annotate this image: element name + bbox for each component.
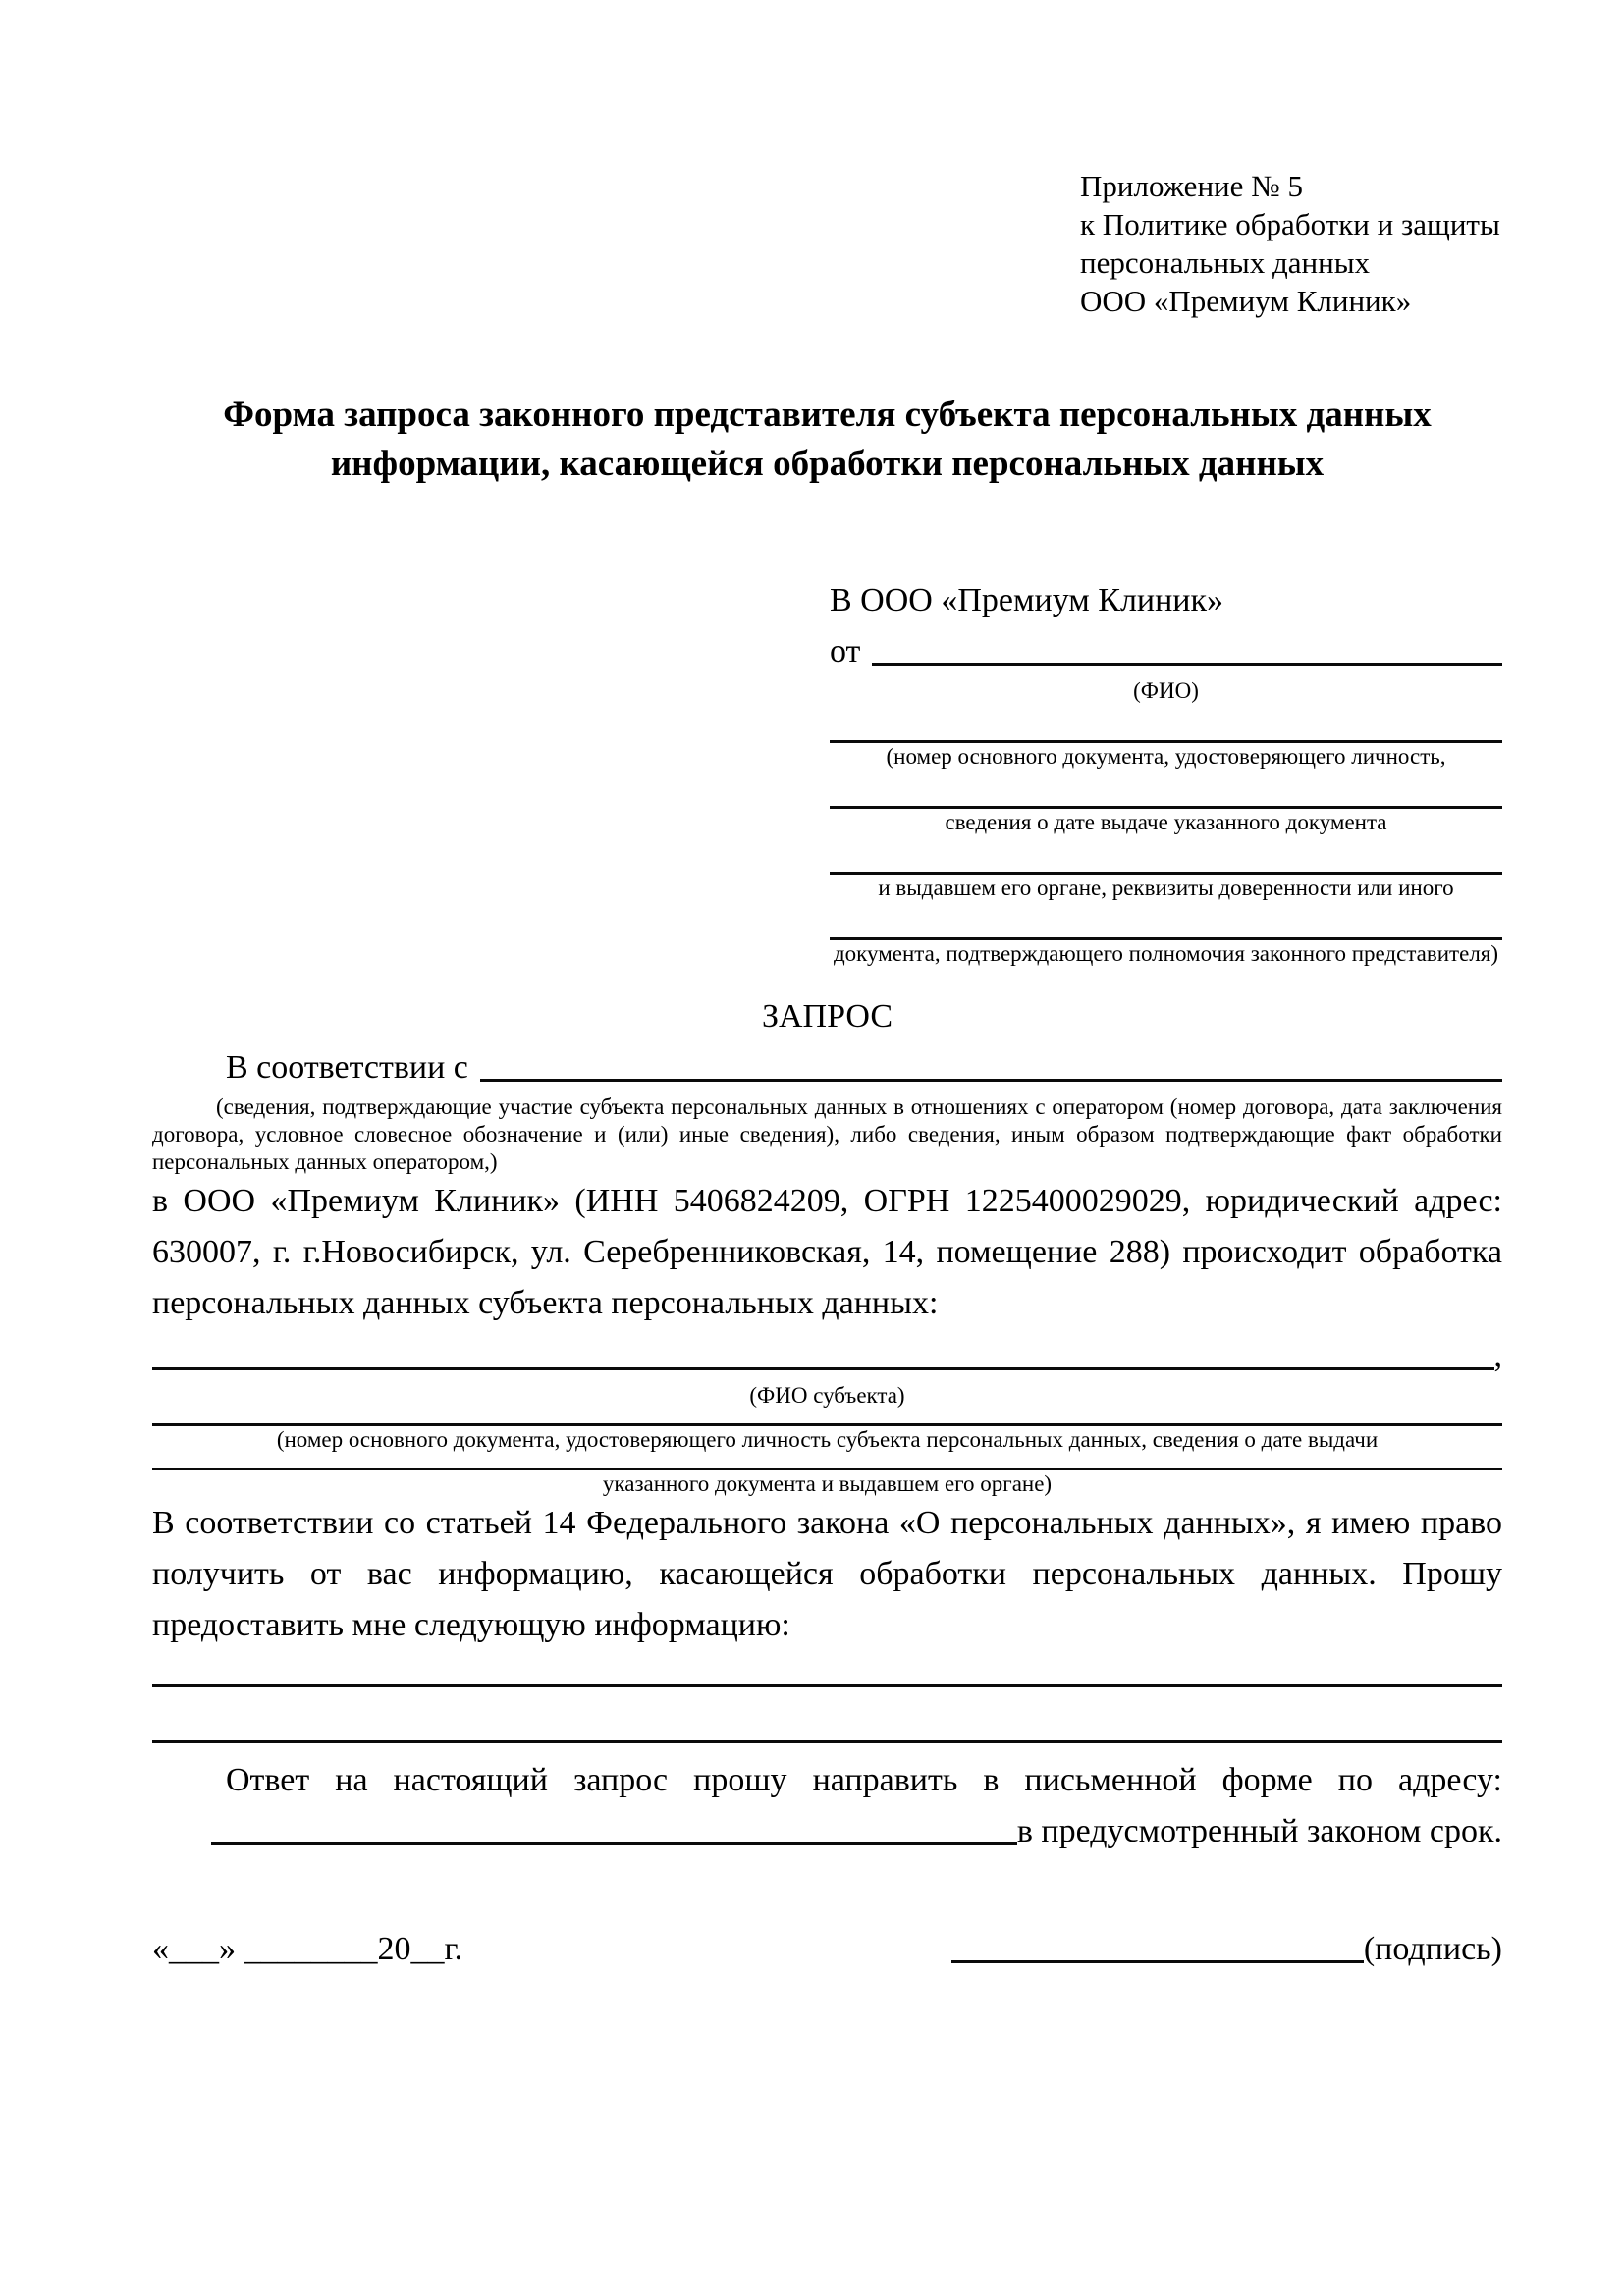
addressee-block [830,575,1502,968]
operator-paragraph: в ООО «Премиум Клиник» (ИНН 5406824209, ОГРН 1225400029029, юридический адрес: 630007, г. г.Новосибирск, ул. Серебренниковская, 14, помещение 288) происходит обработка персональных данных субъекта персональных данных: [152,1183,1502,1321]
reply-address-row [211,1806,1502,1857]
subject-doc-caption-2: указанного документа и выдавшем его органе) [602,1471,1053,1496]
fio-caption: (ФИО) [1133,678,1199,703]
from-label: от [830,633,861,669]
appendix-line: Приложение № 5 [1080,169,1303,203]
signature-group [951,1924,1502,1975]
blank-line-caption: и выдавшем его органе, реквизиты доверенности или иного [878,876,1454,900]
info-blank-line [152,1740,1502,1743]
reply-paragraph: Ответ на настоящий запрос прошу направить в письменной форме по адресу: [226,1762,1502,1798]
appendix-line: персональных данных [1080,245,1371,280]
subject-doc-caption-1: (номер основного документа, удостоверяющего личность субъекта персональных данных, сведения о дате выдачи [276,1427,1379,1452]
reply-suffix: в предусмотренный законом срок. [1016,1813,1502,1849]
from-row [830,626,1502,677]
subject-fio-row [152,1331,1502,1382]
signature-blank-line [951,1960,1364,1963]
intro-row [152,1042,1502,1094]
form-title [152,391,1502,489]
appendix-line: к Политике обработки и защиты [1080,207,1500,241]
intro-label: В соответствии с [226,1049,468,1086]
addressee-to: В ООО «Премиум Клиник» [830,582,1224,618]
intro-blank-line [480,1079,1502,1082]
info-blank-line [152,1684,1502,1687]
blank-line-caption: сведения о дате выдаче указанного документа [945,810,1387,834]
comma-after-line: , [1493,1338,1502,1374]
subject-fio-blank-line [152,1367,1494,1370]
subject-fio-caption: (ФИО субъекта) [749,1383,905,1408]
date-field: «___» ________20__г. [152,1931,463,1967]
appendix-block [1080,167,1502,320]
appendix-line: ООО «Премиум Клиник» [1080,284,1412,318]
form-title-line-2: информации, касающейся обработки персональных данных [330,444,1325,484]
footer-row [152,1924,1502,1975]
blank-line-caption: (номер основного документа, удостоверяющего личность, [886,744,1446,769]
form-title-line-1: Форма запроса законного представителя субъекта персональных данных [223,395,1432,435]
reply-address-blank-line [211,1842,1017,1845]
from-blank-line [872,663,1502,666]
intro-note: (сведения, подтверждающие участие субъекта персональных данных в отношениях с оператором (номер договора, дата заключения договора, условное словесное обозначение и (или) иные сведения), либо сведения, иным образом подтверждающие факт обработки персональных данных оператором,) [152,1095,1502,1174]
law-paragraph: В соответствии со статьей 14 Федерального закона «О персональных данных», я имею право получить от вас информацию, касающейся обработки персональных данных. Прошу предоставить мне следующую информацию: [152,1505,1502,1643]
request-heading: ЗАПРОС [761,998,893,1035]
signature-caption: (подпись) [1363,1931,1502,1967]
blank-line-caption: документа, подтверждающего полномочия законного представителя) [833,941,1499,966]
